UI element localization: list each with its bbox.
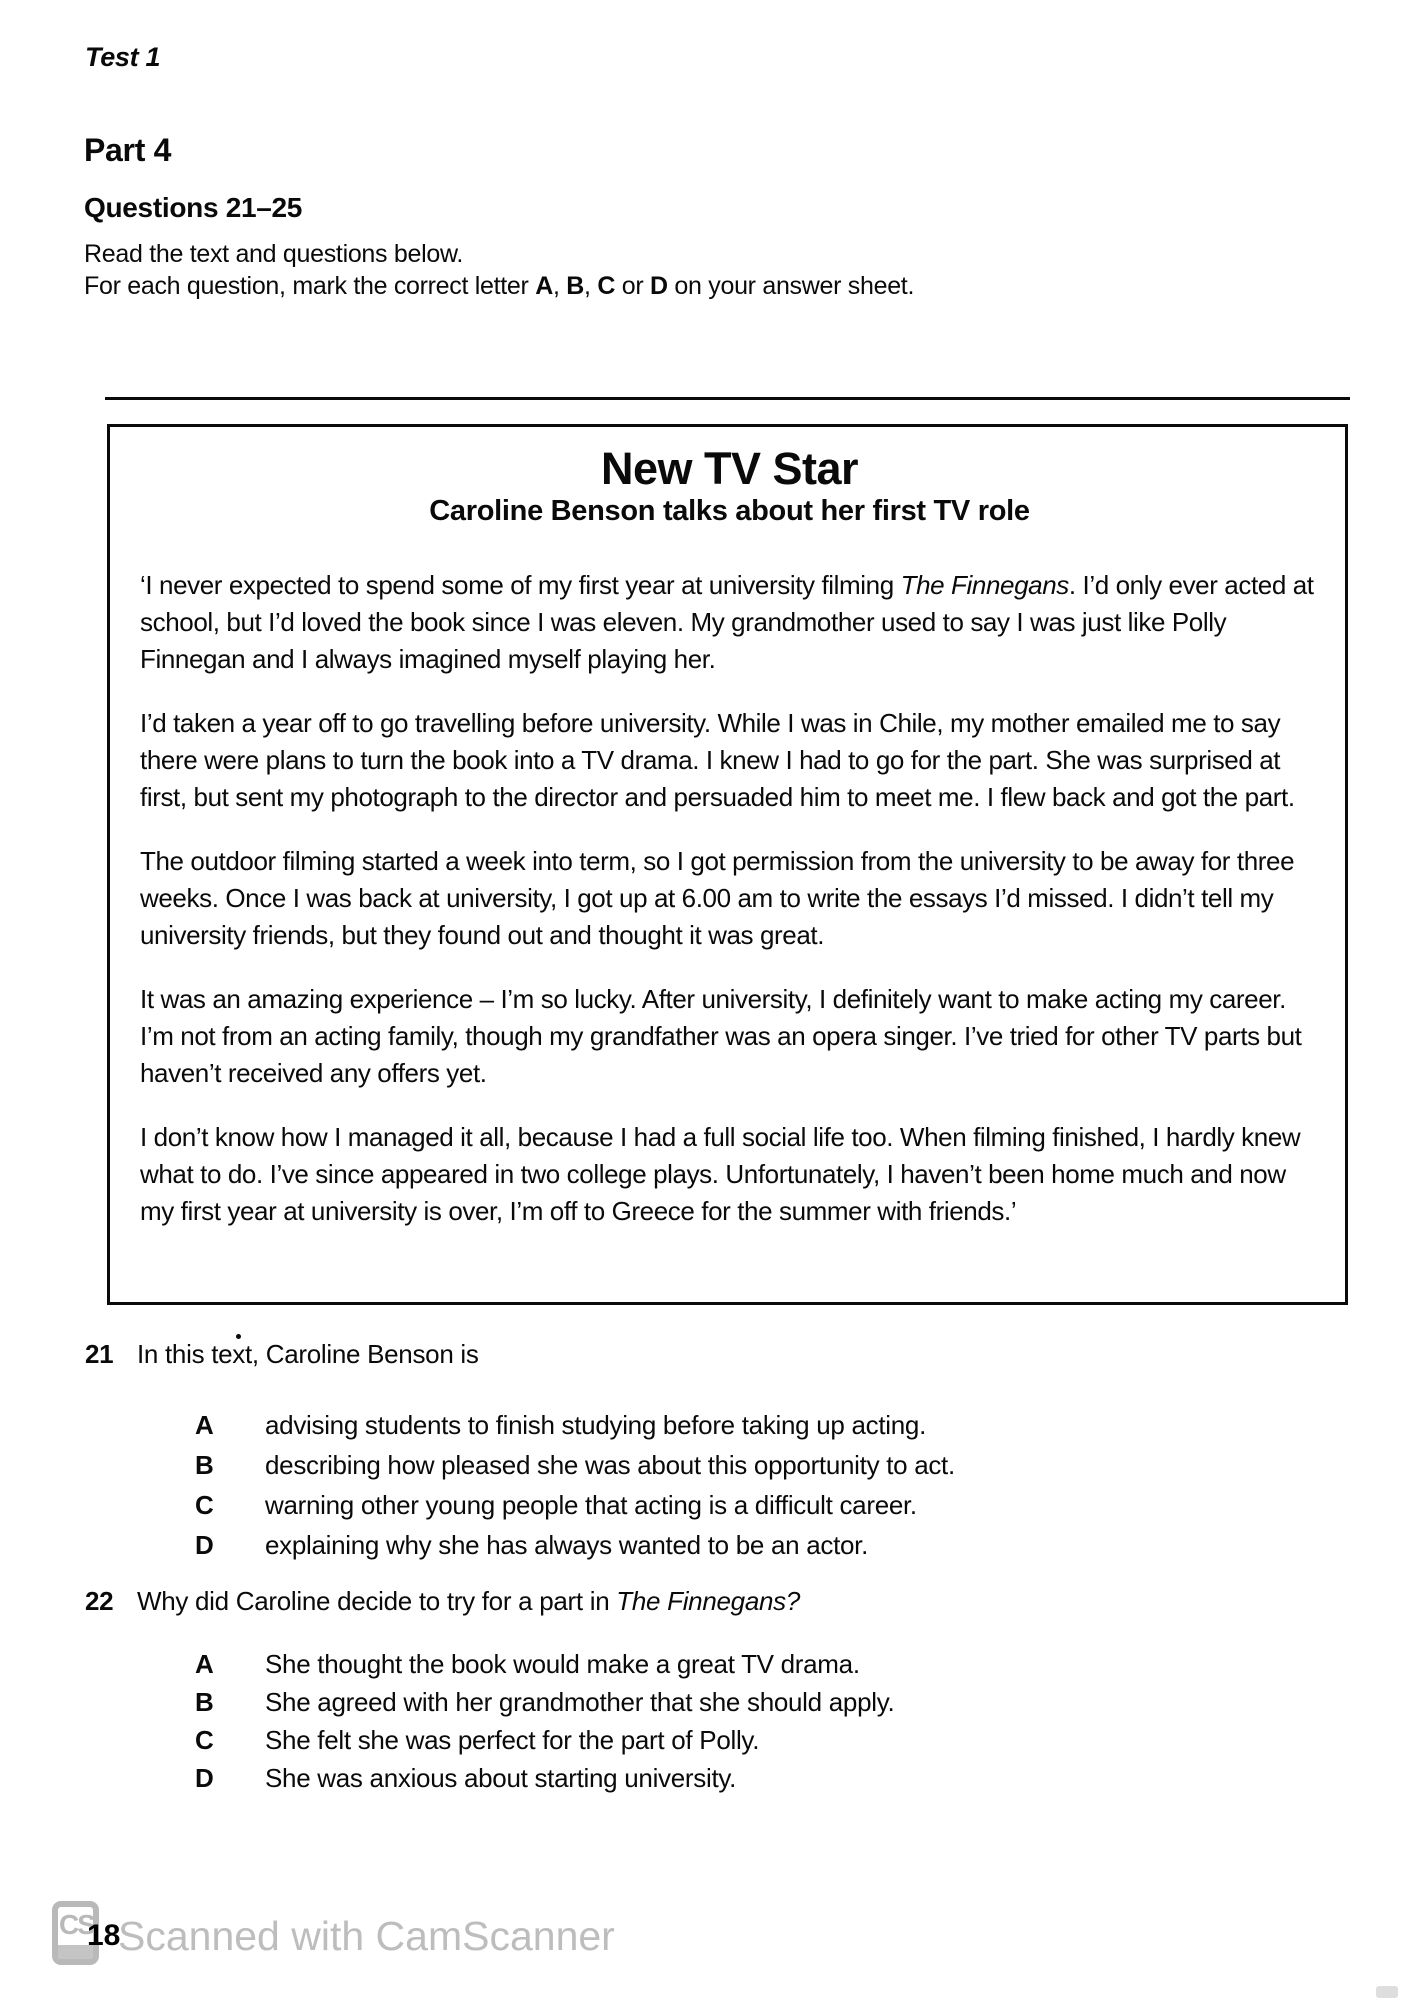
instruction-line-2: For each question, mark the correct letter A, B, C or D on your answer sheet.: [84, 272, 915, 300]
article-paragraph-1: ‘I never expected to spend some of my first year at university filming The Finnegans. I’d only ever acted at school, but I’d loved the book since I was eleven. My grandmother used to say I was just like Polly Finnegan and I always imagined myself playing her.: [140, 570, 1314, 674]
instruction-line-1: Read the text and questions below.: [84, 240, 463, 268]
option-letter: D: [195, 1763, 214, 1793]
test-header: Test 1: [85, 42, 161, 72]
article-paragraph-2: I’d taken a year off to go travelling before university. While I was in Chile, my mother emailed me to say there were plans to turn the book into a TV drama. I knew I had to go for the part. She was surprised at first, but sent my photograph to the director and persuaded him to meet me. I flew back and got the part.: [140, 708, 1295, 812]
option-letter: C: [195, 1490, 214, 1520]
question-number: 22: [85, 1586, 114, 1616]
option-text: advising students to finish studying before taking up acting.: [265, 1410, 927, 1440]
option-row-22a: [195, 1645, 1325, 1683]
question-text: In this text, Caroline Benson is: [137, 1339, 479, 1369]
question-number: 21: [85, 1339, 114, 1369]
option-row-21c: [195, 1485, 1325, 1525]
question-21-options: [195, 1405, 1325, 1565]
part-title: Part 4: [84, 132, 172, 168]
question-22-row: [85, 1585, 1325, 1617]
option-letter: C: [195, 1725, 214, 1755]
letter-a-label: A: [535, 272, 553, 300]
instructions: [84, 238, 914, 302]
option-text: explaining why she has always wanted to be an actor.: [265, 1530, 869, 1560]
page-number: 18: [87, 1919, 121, 1952]
question-21-row: [85, 1338, 1325, 1370]
option-row-21b: [195, 1445, 1325, 1485]
questions-heading: Questions 21–25: [84, 192, 303, 223]
article-subtitle: Caroline Benson talks about her first TV role: [429, 495, 1030, 527]
option-row-21a: [195, 1405, 1325, 1445]
article-box: [107, 424, 1348, 1305]
book-title-italic: The Finnegans: [900, 570, 1069, 600]
divider-rule: [105, 397, 1350, 400]
camscanner-watermark: Scanned with CamScanner: [118, 1913, 615, 1959]
option-letter: B: [195, 1687, 214, 1717]
option-text: She felt she was perfect for the part of Polly.: [265, 1725, 760, 1755]
question-21: [85, 1338, 1325, 1565]
question-text: Why did Caroline decide to try for a part in The Finnegans?: [137, 1586, 801, 1616]
option-letter: A: [195, 1410, 214, 1440]
option-row-22d: [195, 1759, 1325, 1797]
camscanner-logo-text: CS: [59, 1909, 94, 1940]
option-row-22c: [195, 1721, 1325, 1759]
option-text: She agreed with her grandmother that she should apply.: [265, 1687, 895, 1717]
letter-c-label: C: [597, 272, 616, 300]
option-row-22b: [195, 1683, 1325, 1721]
question-22: [85, 1585, 1325, 1797]
book-title-italic: The Finnegans?: [616, 1586, 801, 1616]
article-paragraph-3: The outdoor filming started a week into term, so I got permission from the university to be away for three weeks. Once I was back at university, I got up at 6.00 am to write the essays I’d missed. I didn’t tell my university friends, but they found out and thought it was great.: [140, 846, 1295, 950]
article-paragraph-5: I don’t know how I managed it all, because I had a full social life too. When filming finished, I hardly knew what to do. I’ve since appeared in two college plays. Unfortunately, I haven’t been home much and now my first year at university is over, I’m off to Greece for the summer with friends.’: [140, 1122, 1301, 1226]
option-letter: D: [195, 1530, 214, 1560]
question-22-options: [195, 1645, 1325, 1797]
article-paragraph-4: It was an amazing experience – I’m so lucky. After university, I definitely want to make acting my career. I’m not from an acting family, though my grandfather was an opera singer. I’ve tried for other TV parts but haven’t received any offers yet.: [140, 984, 1302, 1088]
option-text: describing how pleased she was about this opportunity to act.: [265, 1450, 955, 1480]
article-title: New TV Star: [600, 443, 859, 494]
option-row-21d: [195, 1525, 1325, 1565]
option-letter: B: [195, 1450, 214, 1480]
letter-d-label: D: [650, 272, 668, 300]
option-text: warning other young people that acting is a difficult career.: [265, 1490, 917, 1520]
scan-artifact-smudge: [1376, 1986, 1398, 1998]
letter-b-label: B: [566, 272, 585, 300]
option-text: She was anxious about starting university.: [265, 1763, 737, 1793]
option-text: She thought the book would make a great TV drama.: [265, 1649, 860, 1679]
option-letter: A: [195, 1649, 214, 1679]
